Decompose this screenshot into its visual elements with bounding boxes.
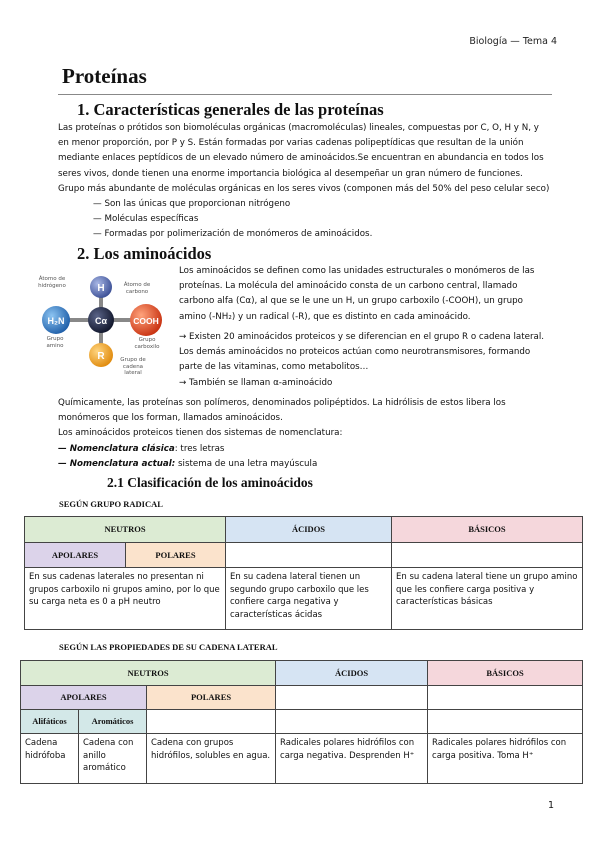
t2-header-acidos: ÁCIDOS [276, 661, 428, 686]
t2-header-alifaticos: Alifáticos [21, 710, 79, 734]
section1-heading: 1. Características generales de las proteínas [77, 100, 384, 119]
section2-line: amino (-NH₂) y un radical (-R), que es distinto en cada aminoácido. [179, 311, 471, 322]
section2-line: carbono alfa (Cα), al que se le une un H, un grupo carboxilo (-COOH), un grupo [179, 296, 523, 307]
section2-arrows [179, 330, 559, 391]
section2-after-line: Los aminoácidos proteicos tienen dos sistemas de nomenclatura: [58, 428, 343, 439]
t1-header-polares: POLARES [126, 543, 226, 568]
section1-line: Grupo más abundante de moléculas orgánicas en los seres vivos (componen más del 50% del peso celular seco) [58, 183, 550, 194]
lateral-group-caption: Grupo de cadena lateral [120, 357, 146, 376]
t2-empty-cell [276, 710, 428, 734]
section1-line: en menor proporción, por P y S. Están formadas por varias cadenas polipeptídicas que resultan de la unión [58, 138, 524, 149]
t2-empty-cell [428, 686, 583, 710]
section1-bullets [93, 197, 372, 243]
classification-table-lateral [20, 660, 583, 784]
bullet-item: — Formadas por polimerización de monómeros de aminoácidos. [93, 229, 373, 240]
section2-after-line: monómeros que los forman, llamados aminoácidos. [58, 413, 283, 424]
section21-heading: 2.1 Clasificación de los aminoácidos [107, 475, 313, 490]
bullet-item: — Son las únicas que proporcionan nitrógeno [93, 199, 291, 209]
t2-desc-aromaticos: Cadena con anillo aromático [79, 734, 147, 784]
nomenclature-current [58, 457, 558, 472]
section2-line: proteínas. La molécula del aminoácido consta de un carbono central, llamado [179, 281, 518, 292]
t2-empty-cell [276, 686, 428, 710]
t1-empty-cell [392, 543, 583, 568]
section2-after-line: Químicamente, las proteínas son polímeros, denominados polipéptidos. La hidrólisis de estos libera los [58, 398, 506, 408]
t1-empty-cell [226, 543, 392, 568]
nomenclature-classic [58, 442, 558, 457]
nomenclature-current-value: sistema de una letra mayúscula [175, 458, 318, 469]
table1-label: SEGÚN GRUPO RADICAL [59, 499, 163, 509]
t1-desc-acidos: En su cadena lateral tienen un segundo grupo carboxilo que les confiere carga negativa y características ácidas [226, 568, 392, 630]
page-number: 1 [547, 800, 554, 811]
section1-paragraph [58, 121, 558, 197]
section2-text [179, 264, 559, 325]
t1-header-neutros: NEUTROS [25, 517, 226, 543]
carbon-atom-caption: Átomo de carbono [123, 282, 151, 295]
nomenclature-classic-value: : tres letras [174, 443, 225, 454]
section2-after [58, 396, 558, 472]
t2-desc-alifaticos: Cadena hidrófoba [21, 734, 79, 784]
t1-desc-basicos: En su cadena lateral tiene un grupo amino que les confiere carga positiva y características básicas [392, 568, 583, 630]
nomenclature-current-label: — Nomenclatura actual: [58, 458, 176, 469]
t2-header-aromaticos: Aromáticos [79, 710, 147, 734]
t2-desc-basicos: Radicales polares hidrófilos con carga positiva. Toma H⁺ [428, 734, 583, 784]
section2-arrow-line: parte de las vitaminas, como metabolitos… [179, 362, 369, 373]
hydrogen-atom-caption: Átomo de hidrógeno [38, 276, 66, 289]
t2-header-neutros: NEUTROS [21, 661, 276, 686]
section2-line: Los aminoácidos se definen como las unidades estructurales o monómeros de las [179, 266, 535, 276]
section2-arrow-line: Los demás aminoácidos no proteicos actúan como neurotransmisores, formando [179, 347, 531, 358]
r-group-label: R [97, 351, 105, 362]
section1-line: Las proteínas o prótidos son biomoléculas orgánicas (macromoléculas) lineales, compuestas por C, O, H y N, y [58, 123, 539, 133]
t1-header-acidos: ÁCIDOS [226, 517, 392, 543]
page-title: Proteínas [62, 64, 147, 88]
carboxyl-group-caption: Grupo carboxilo [134, 337, 160, 350]
carbon-alpha-label: Cα [94, 316, 108, 326]
t2-header-basicos: BÁSICOS [428, 661, 583, 686]
table2-label: SEGÚN LAS PROPIEDADES DE SU CADENA LATERAL [59, 642, 278, 652]
t2-header-polares: POLARES [147, 686, 276, 710]
nomenclature-classic-label: — Nomenclatura clásica [58, 443, 175, 454]
amino-group-caption: Grupo amino [46, 336, 64, 349]
t1-header-basicos: BÁSICOS [392, 517, 583, 543]
amino-acid-diagram [30, 270, 178, 380]
section2-heading: 2. Los aminoácidos [77, 244, 212, 263]
t1-header-apolares: APOLARES [25, 543, 126, 568]
t2-header-apolares: APOLARES [21, 686, 147, 710]
section1-line: mediante enlaces peptídicos de un elevado número de aminoácidos.Se encuentran en abundancia en todos los [58, 153, 544, 164]
section2-arrow-line: → Existen 20 aminoácidos proteicos y se diferencian en el grupo R o cadena lateral. [179, 332, 545, 342]
running-header: Biología — Tema 4 [469, 36, 557, 47]
section2-arrow-line: → También se llaman α-aminoácido [179, 377, 333, 388]
bullet-item: — Moléculas específicas [93, 214, 199, 225]
carboxyl-group-label: COOH [133, 316, 159, 326]
section1-line: seres vivos, donde tienen una enorme importancia biológica al desempeñar un gran número de funciones. [58, 168, 523, 179]
t1-desc-neutros: En sus cadenas laterales no presentan ni grupos carboxilo ni grupos amino, por lo que su carga neta es 0 a pH neutro [25, 568, 226, 630]
amino-group-label: H₂N [47, 316, 65, 326]
classification-table-radical [24, 516, 583, 630]
title-divider [58, 94, 552, 95]
t2-empty-cell [147, 710, 276, 734]
t2-empty-cell [428, 710, 583, 734]
t2-desc-acidos: Radicales polares hidrófilos con carga negativa. Desprenden H⁺ [276, 734, 428, 784]
t2-desc-polares: Cadena con grupos hidrófilos, solubles en agua. [147, 734, 276, 784]
hydrogen-atom-label: H [97, 283, 105, 294]
